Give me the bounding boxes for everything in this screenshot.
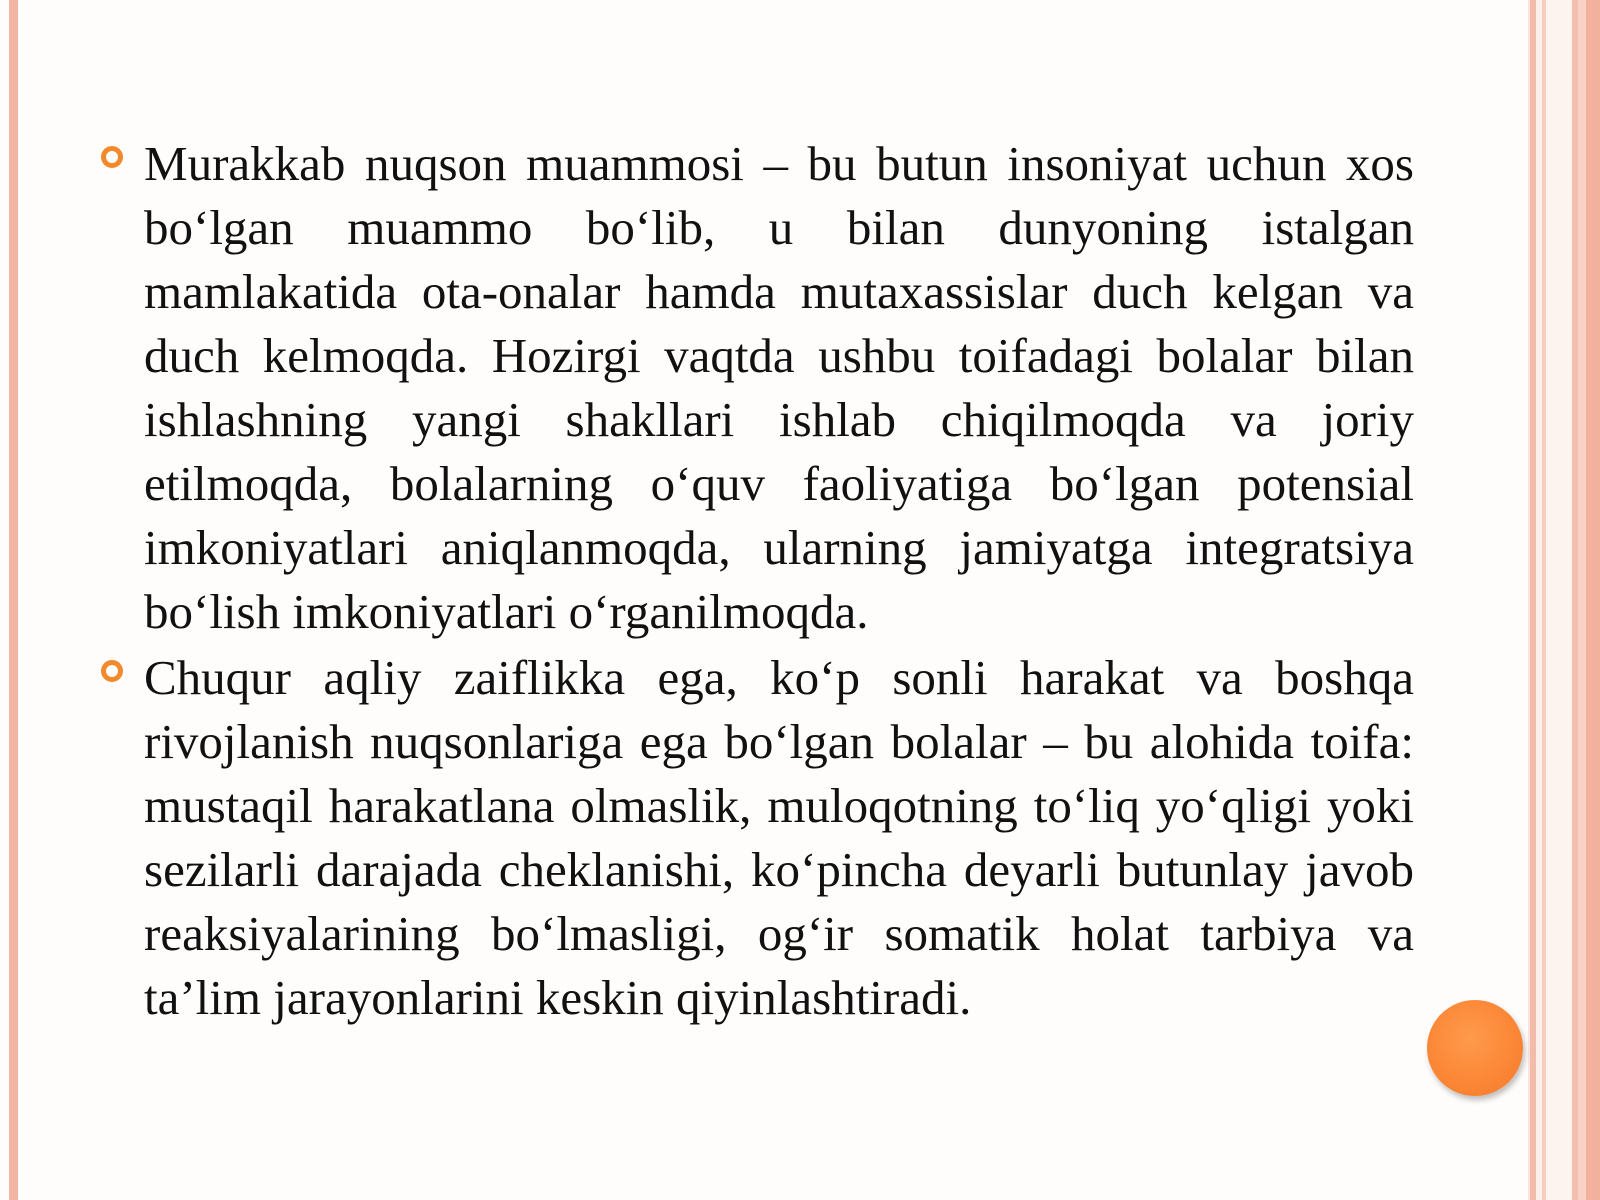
- bullet-text: Murakkab nuqson muammosi – bu butun insoniyat uchun xos bo‘lgan muammo bo‘lib, u bilan dunyoning istalgan mamlakatida ota-onalar hamda mutaxassislar duch kelgan va duch kelmoqda. Hozirgi vaqtda ushbu toifadagi bolalar bilan ishlashning yangi shakllari ishlab chiqilmoqda va joriy etilmoqda, bolalarning o‘quv faoliyatiga bo‘lgan potensial imkoniyatlari aniqlanmoqda, ularning jamiyatga integratsiya bo‘lish imkoniyatlari o‘rganilmoqda.: [144, 136, 1414, 639]
- ring-bullet-icon: [101, 660, 123, 682]
- bullet-text: Chuqur aqliy zaiflikka ega, ko‘p sonli harakat va boshqa rivojlanish nuqsonlariga ega bo‘lgan bolalar – bu alohida toifa: mustaqil harakatlana olmaslik, muloqotning to‘liq yo‘qligi yoki sezilarli darajada cheklanishi, ko‘pincha deyarli butunlay javob reaksiyalarining bo‘lmasligi, og‘ir somatik holat tarbiya va ta’lim jarayonlarini keskin qiyinlashtiradi.: [144, 650, 1414, 1025]
- right-border-stripes: [1528, 0, 1600, 1200]
- slide-content: [98, 132, 1414, 1032]
- ring-bullet-icon: [101, 146, 123, 168]
- bullet-item: [98, 646, 1414, 1030]
- bullet-item: [98, 132, 1414, 644]
- left-border-line: [9, 0, 18, 1200]
- orange-circle-icon: [1427, 1000, 1523, 1096]
